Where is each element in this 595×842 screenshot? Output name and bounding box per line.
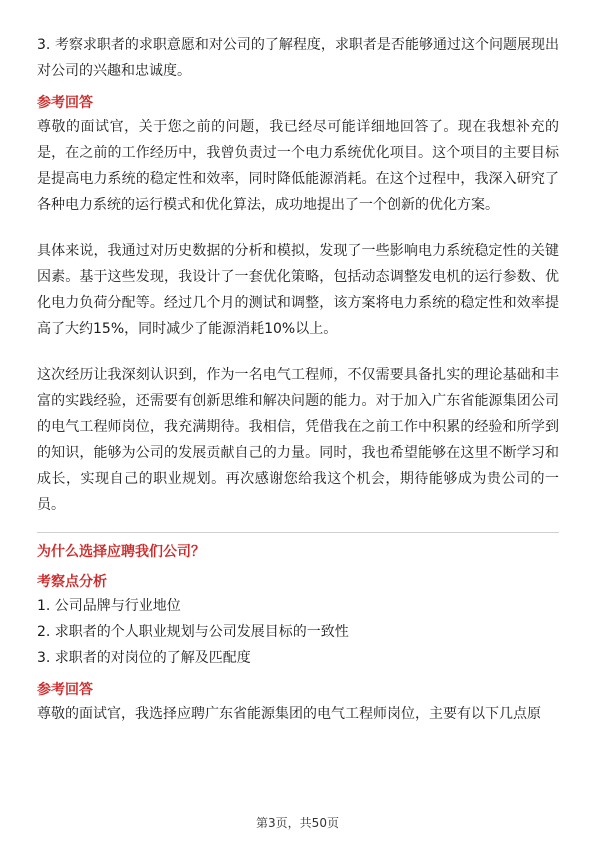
answer-paragraph-2: 具体来说，我通过对历史数据的分析和模拟，发现了一些影响电力系统稳定性的关键因素。基于这些发现，我设计了一套优化策略，包括动态调整发电机的运行参数、优化电力负荷分配等。经过几个月的测试和调整，该方案将电力系统的稳定性和效率提高了大约15%，同时减少了能源消耗10%以上。	[37, 243, 559, 337]
answer-paragraph-1: 尊敬的面试官，关于您之前的问题，我已经尽可能详细地回答了。现在我想补充的是，在之前的工作经历中，我曾负责过一个电力系统优化项目。这个项目的主要目标是提高电力系统的稳定性和效率，同时降低能源消耗。在这个过程中，我深入研究了各种电力系统的运行模式和优化算法，成功地提出了一个创新的优化方案。	[37, 119, 559, 213]
analysis-point-3: 3. 求职者的对岗位的了解及匹配度	[37, 650, 251, 666]
page-content	[37, 32, 559, 727]
analysis-heading: 考察点分析	[37, 574, 107, 590]
question-title: 为什么选择应聘我们公司？	[37, 544, 205, 560]
answer-heading: 参考回答	[37, 95, 93, 111]
intro-item: 3. 考察求职者的求职意愿和对公司的了解程度，求职者是否能够通过这个问题展现出对公司的兴趣和忠诚度。	[37, 37, 559, 79]
answer-heading-2: 参考回答	[37, 682, 93, 698]
answer-paragraph-3: 这次经历让我深刻认识到，作为一名电气工程师，不仅需要具备扎实的理论基础和丰富的实践经验，还需要有创新思维和解决问题的能力。对于加入广东省能源集团公司的电气工程师岗位，我充满期待。我相信，凭借我在之前工作中积累的经验和所学到的知识，能够为公司的发展贡献自己的力量。同时，我也希望能够在这里不断学习和成长，实现自己的职业规划。再次感谢您给我这个机会，期待能够成为贵公司的一员。	[37, 367, 559, 513]
page-number: 第3页，共50页	[256, 816, 339, 830]
analysis-point-1: 1. 公司品牌与行业地位	[37, 598, 181, 614]
analysis-point-2: 2. 求职者的个人职业规划与公司发展目标的一致性	[37, 624, 349, 640]
answer-start-paragraph: 尊敬的面试官，我选择应聘广东省能源集团的电气工程师岗位，主要有以下几点原	[37, 706, 541, 722]
